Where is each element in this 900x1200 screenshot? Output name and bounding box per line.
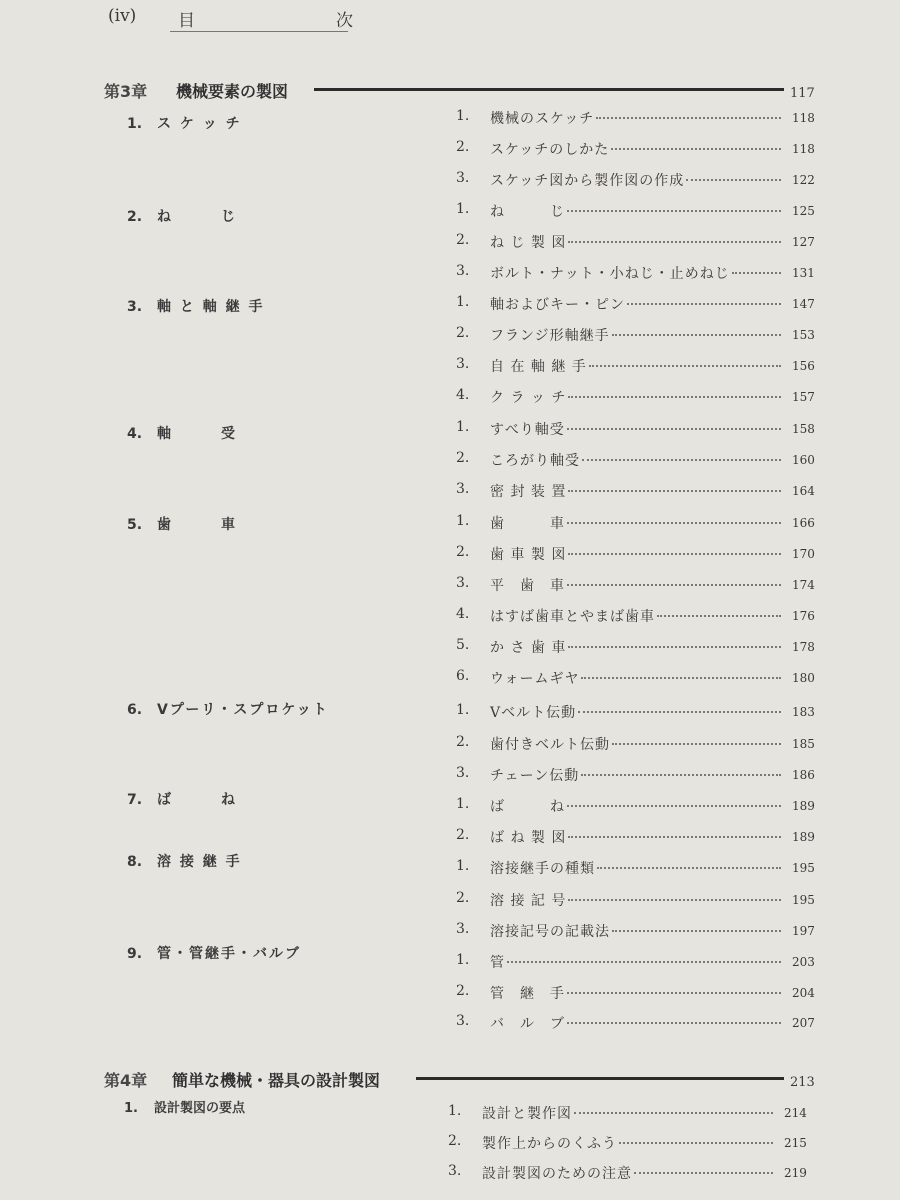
section-entry[interactable] <box>127 206 237 226</box>
subsection-title: か さ 歯 車 <box>490 640 567 656</box>
section-entry[interactable] <box>127 851 242 871</box>
leader-dots <box>686 179 781 181</box>
subsection-page: 153 <box>792 328 815 342</box>
subsection-number: 1. <box>456 513 470 529</box>
leader-dots <box>567 584 781 586</box>
section-title: ね じ <box>157 209 237 225</box>
subsection-entry[interactable] <box>456 139 816 161</box>
subsection-page: 127 <box>792 235 815 249</box>
subsection-page: 156 <box>792 359 815 373</box>
section-entry[interactable] <box>124 1097 245 1116</box>
subsection-number: 3. <box>456 575 470 591</box>
subsection-title: 設計製図のための注意 <box>482 1166 632 1182</box>
subsection-number: 2. <box>456 827 470 843</box>
leader-dots <box>634 1172 773 1174</box>
subsection-number: 6. <box>456 668 470 684</box>
subsection-title: ば ね <box>490 799 565 815</box>
subsection-entry[interactable] <box>456 796 816 818</box>
header-title-right: 次 <box>336 11 353 31</box>
subsection-page: 203 <box>792 955 815 969</box>
subsection-number: 1. <box>456 702 470 718</box>
section-title: Vプーリ・スプロケット <box>157 702 329 718</box>
subsection-title: 密 封 装 置 <box>490 484 567 500</box>
subsection-title: 製作上からのくふう <box>482 1136 617 1152</box>
subsection-number: 4. <box>456 606 470 622</box>
section-number: 1. <box>124 1101 138 1116</box>
subsection-title: チェーン伝動 <box>490 768 580 784</box>
subsection-entry[interactable] <box>456 387 816 409</box>
subsection-page: 166 <box>792 516 815 530</box>
subsection-title: 平 歯 車 <box>490 578 565 594</box>
subsection-number: 2. <box>456 890 470 906</box>
leader-dots <box>568 646 781 648</box>
chapter-number: 第4章 <box>104 1071 148 1090</box>
subsection-entry[interactable] <box>456 294 816 316</box>
leader-dots <box>568 899 781 901</box>
subsection-page: 195 <box>792 861 815 875</box>
subsection-page: 125 <box>792 204 815 218</box>
subsection-number: 1. <box>456 796 470 812</box>
subsection-number: 2. <box>456 139 470 155</box>
subsection-page: 160 <box>792 453 815 467</box>
subsection-number: 3. <box>456 1013 470 1029</box>
subsection-entry[interactable] <box>456 481 816 503</box>
header-rule <box>170 31 348 32</box>
leader-dots <box>619 1142 773 1144</box>
leader-dots <box>581 774 781 776</box>
subsection-title: 歯 車 <box>490 516 565 532</box>
leader-dots <box>567 428 781 430</box>
subsection-title: 管 <box>490 955 505 971</box>
chapter-rule <box>314 88 784 91</box>
leader-dots <box>578 711 781 713</box>
section-title: 管・管継手・バルブ <box>157 946 301 962</box>
section-number: 8. <box>127 854 143 870</box>
subsection-title: ク ラ ッ チ <box>490 390 567 406</box>
subsection-number: 2. <box>456 544 470 560</box>
subsection-number: 1. <box>456 294 470 310</box>
section-entry[interactable] <box>127 943 301 963</box>
subsection-page: 118 <box>792 111 815 125</box>
subsection-number: 3. <box>456 170 470 186</box>
leader-dots <box>612 930 781 932</box>
subsection-entry[interactable] <box>456 702 816 724</box>
subsection-entry[interactable] <box>456 734 816 756</box>
subsection-title: 歯付きベルト伝動 <box>490 737 610 753</box>
section-number: 4. <box>127 426 143 442</box>
subsection-page: 189 <box>792 830 815 844</box>
subsection-title: 管 継 手 <box>490 986 565 1002</box>
leader-dots <box>507 961 781 963</box>
subsection-number: 2. <box>456 983 470 999</box>
subsection-number: 1. <box>456 858 470 874</box>
section-title: ば ね <box>157 792 237 808</box>
subsection-title: ころがり軸受 <box>490 453 580 469</box>
subsection-title: 機械のスケッチ <box>490 111 595 127</box>
leader-dots <box>582 459 781 461</box>
subsection-entry[interactable] <box>456 356 816 378</box>
section-title: 軸 受 <box>157 426 237 442</box>
subsection-page: 186 <box>792 768 815 782</box>
subsection-entry[interactable] <box>456 263 816 285</box>
leader-dots <box>612 743 781 745</box>
subsection-entry[interactable] <box>456 108 816 130</box>
subsection-number: 3. <box>456 356 470 372</box>
section-title: 設計製図の要点 <box>154 1101 246 1116</box>
subsection-entry[interactable] <box>456 827 816 849</box>
section-entry[interactable] <box>127 789 237 809</box>
section-number: 7. <box>127 792 143 808</box>
leader-dots <box>589 365 781 367</box>
subsection-title: すべり軸受 <box>490 422 565 438</box>
subsection-title: 設計と製作図 <box>482 1106 572 1122</box>
subsection-number: 2. <box>456 325 470 341</box>
subsection-number: 3. <box>456 921 470 937</box>
subsection-number: 1. <box>448 1103 462 1119</box>
subsection-title: 溶接記号の記載法 <box>490 924 610 940</box>
subsection-number: 1. <box>456 201 470 217</box>
subsection-page: 178 <box>792 640 815 654</box>
subsection-entry[interactable] <box>456 575 816 597</box>
subsection-title: スケッチのしかた <box>490 142 610 158</box>
leader-dots <box>596 117 781 119</box>
subsection-number: 5. <box>456 637 470 653</box>
subsection-page: 204 <box>792 986 815 1000</box>
section-title: ス ケ ッ チ <box>157 116 242 132</box>
subsection-page: 214 <box>784 1106 807 1120</box>
subsection-entry[interactable] <box>448 1103 808 1125</box>
subsection-title: ば ね 製 図 <box>490 830 567 846</box>
subsection-page: 207 <box>792 1016 815 1030</box>
subsection-title: 溶 接 記 号 <box>490 893 567 909</box>
subsection-entry[interactable] <box>456 637 816 659</box>
subsection-page: 118 <box>792 142 815 156</box>
subsection-entry[interactable] <box>456 606 816 628</box>
subsection-number: 2. <box>448 1133 462 1149</box>
subsection-entry[interactable] <box>456 1013 816 1035</box>
section-title: 溶 接 継 手 <box>157 854 242 870</box>
subsection-title: ね じ <box>490 204 565 220</box>
section-number: 2. <box>127 209 143 225</box>
subsection-entry[interactable] <box>456 765 816 787</box>
subsection-number: 1. <box>456 419 470 435</box>
subsection-page: 157 <box>792 390 815 404</box>
subsection-title: ウォームギヤ <box>490 671 580 687</box>
subsection-title: Vベルト伝動 <box>490 705 577 721</box>
leader-dots <box>568 836 781 838</box>
chapter-title: 簡単な機械・器具の設計製図 <box>172 1071 381 1090</box>
leader-dots <box>732 272 781 274</box>
leader-dots <box>567 522 781 524</box>
subsection-entry[interactable] <box>456 325 816 347</box>
subsection-entry[interactable] <box>456 232 816 254</box>
leader-dots <box>574 1112 773 1114</box>
subsection-entry[interactable] <box>448 1133 808 1155</box>
chapter-page: 213 <box>790 1075 815 1090</box>
page-number: (iv) <box>108 6 137 26</box>
section-number: 3. <box>127 299 143 315</box>
subsection-entry[interactable] <box>456 890 816 912</box>
leader-dots <box>567 992 781 994</box>
subsection-number: 2. <box>456 450 470 466</box>
subsection-page: 189 <box>792 799 815 813</box>
subsection-number: 3. <box>448 1163 462 1179</box>
leader-dots <box>597 867 781 869</box>
chapter-title: 機械要素の製図 <box>176 82 289 101</box>
subsection-page: 131 <box>792 266 815 280</box>
section-title: 軸 と 軸 継 手 <box>157 299 265 315</box>
subsection-entry[interactable] <box>448 1163 808 1185</box>
subsection-entry[interactable] <box>456 983 816 1005</box>
subsection-title: 歯 車 製 図 <box>490 547 567 563</box>
subsection-number: 4. <box>456 387 470 403</box>
subsection-title: スケッチ図から製作図の作成 <box>490 173 685 189</box>
leader-dots <box>657 615 781 617</box>
subsection-title: 溶接継手の種類 <box>490 861 595 877</box>
section-entry[interactable] <box>127 296 265 316</box>
subsection-page: 195 <box>792 893 815 907</box>
section-number: 1. <box>127 116 143 132</box>
subsection-entry[interactable] <box>456 921 816 943</box>
subsection-entry[interactable] <box>456 513 816 535</box>
subsection-page: 147 <box>792 297 815 311</box>
section-title: 歯 車 <box>157 517 237 533</box>
section-entry[interactable] <box>127 113 242 133</box>
subsection-number: 2. <box>456 734 470 750</box>
leader-dots <box>612 334 781 336</box>
section-entry[interactable] <box>127 699 329 719</box>
subsection-entry[interactable] <box>456 170 816 192</box>
leader-dots <box>567 805 781 807</box>
section-entry[interactable] <box>127 423 237 443</box>
subsection-page: 164 <box>792 484 815 498</box>
subsection-entry[interactable] <box>456 668 816 690</box>
subsection-entry[interactable] <box>456 858 816 880</box>
subsection-title: 軸およびキー・ピン <box>490 297 625 313</box>
leader-dots <box>627 303 781 305</box>
leader-dots <box>567 1022 781 1024</box>
leader-dots <box>568 396 781 398</box>
subsection-page: 170 <box>792 547 815 561</box>
subsection-entry[interactable] <box>456 450 816 472</box>
subsection-page: 158 <box>792 422 815 436</box>
subsection-entry[interactable] <box>456 201 816 223</box>
leader-dots <box>568 490 781 492</box>
subsection-title: バ ル ブ <box>490 1016 565 1032</box>
subsection-page: 197 <box>792 924 815 938</box>
subsection-page: 215 <box>784 1136 807 1150</box>
subsection-title: 自 在 軸 継 手 <box>490 359 587 375</box>
subsection-number: 3. <box>456 481 470 497</box>
header-title-left: 目 <box>178 11 197 31</box>
subsection-number: 1. <box>456 108 470 124</box>
subsection-number: 3. <box>456 263 470 279</box>
chapter-page: 117 <box>790 86 815 101</box>
subsection-number: 2. <box>456 232 470 248</box>
subsection-entry[interactable] <box>456 544 816 566</box>
subsection-page: 185 <box>792 737 815 751</box>
subsection-title: はすば歯車とやまば歯車 <box>490 609 655 625</box>
leader-dots <box>568 553 781 555</box>
leader-dots <box>567 210 781 212</box>
section-entry[interactable] <box>127 514 237 534</box>
section-number: 5. <box>127 517 143 533</box>
subsection-entry[interactable] <box>456 952 816 974</box>
subsection-page: 122 <box>792 173 815 187</box>
section-number: 6. <box>127 702 143 718</box>
chapter-rule <box>416 1077 784 1080</box>
subsection-entry[interactable] <box>456 419 816 441</box>
subsection-number: 3. <box>456 765 470 781</box>
leader-dots <box>581 677 781 679</box>
subsection-page: 174 <box>792 578 815 592</box>
subsection-page: 180 <box>792 671 815 685</box>
subsection-title: ボルト・ナット・小ねじ・止めねじ <box>490 266 730 282</box>
section-number: 9. <box>127 946 143 962</box>
leader-dots <box>568 241 781 243</box>
subsection-page: 176 <box>792 609 815 623</box>
subsection-page: 219 <box>784 1166 807 1180</box>
subsection-page: 183 <box>792 705 815 719</box>
subsection-title: ね じ 製 図 <box>490 235 567 251</box>
chapter-number: 第3章 <box>104 82 148 101</box>
leader-dots <box>611 148 781 150</box>
subsection-title: フランジ形軸継手 <box>490 328 610 344</box>
subsection-number: 1. <box>456 952 470 968</box>
